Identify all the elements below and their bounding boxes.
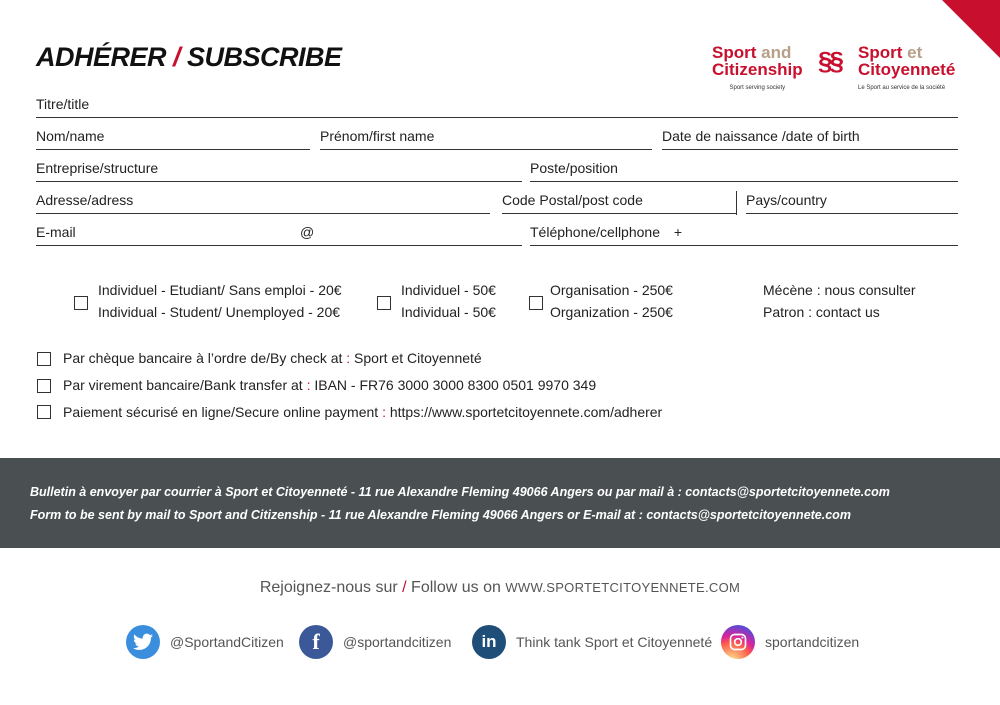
postcode-divider: [736, 191, 737, 215]
address-field[interactable]: [36, 191, 490, 214]
birthdate-label: Date de naissance /date of birth: [662, 128, 860, 144]
facebook-handle: @sportandcitizen: [343, 634, 452, 650]
social-facebook[interactable]: [299, 624, 451, 660]
online-payment-link[interactable]: https://www.sportetcitoyennete.com/adherer: [385, 404, 663, 420]
logo-sport-and-citizenship: Sport and Citizenship Sport serving society: [712, 43, 803, 91]
payment-check-text: Par chèque bancaire à l’ordre de/By check at : Sport et Citoyenneté: [63, 350, 482, 366]
postcode-field[interactable]: [502, 191, 736, 214]
firstname-label: Prénom/first name: [320, 128, 435, 144]
option-organization: Organisation - 250€ Organization - 250€: [550, 282, 673, 320]
linkedin-icon: in: [472, 625, 506, 659]
follow-us-line: Rejoignez-nous sur / Follow us on WWW.SPORTETCITOYENNETE.COM: [259, 579, 741, 596]
checkbox-payment-online[interactable]: [37, 405, 51, 419]
page-title: ADHÉRER / SUBSCRIBE: [36, 42, 342, 72]
mailing-info-fr: Bulletin à envoyer par courrier à Sport et Citoyenneté - 11 rue Alexandre Fleming 49066 Angers ou par mail à : contacts@sportetcitoyennete.com: [30, 485, 890, 499]
option-individual-student: Individuel - Etudiant/ Sans emploi - 20€ Individual - Student/ Unemployed - 20€: [98, 282, 342, 320]
social-instagram[interactable]: [721, 624, 859, 660]
linkedin-handle: Think tank Sport et Citoyenneté: [516, 634, 713, 650]
company-label: Entreprise/structure: [36, 160, 159, 176]
title-label: Titre/title: [36, 96, 90, 112]
payment-transfer-text: Par virement bancaire/Bank transfer at : IBAN - FR76 3000 3000 8300 0501 9970 349: [63, 377, 597, 393]
website-link[interactable]: WWW.SPORTETCITOYENNETE.COM: [505, 580, 741, 595]
firstname-field[interactable]: [320, 127, 652, 150]
birthdate-field[interactable]: [662, 127, 958, 150]
twitter-icon: [126, 625, 160, 659]
payment-online-text: Paiement sécurisé en ligne/Secure online payment : https://www.sportetcitoyennete.com/adherer: [63, 404, 663, 420]
email-field[interactable]: [36, 223, 522, 246]
checkbox-payment-transfer[interactable]: [37, 379, 51, 393]
mailing-info-en: Form to be sent by mail to Sport and Citizenship - 11 rue Alexandre Fleming 49066 Angers or E-mail at : contacts@sportetcitoyennete.com: [30, 508, 851, 522]
plus-sign: +: [673, 224, 683, 240]
option-individual: Individuel - 50€ Individual - 50€: [401, 282, 496, 320]
at-sign: @: [300, 224, 315, 240]
facebook-icon: f: [299, 625, 333, 659]
checkbox-individual[interactable]: [377, 296, 391, 310]
social-linkedin[interactable]: [472, 624, 712, 660]
social-twitter[interactable]: [126, 624, 284, 660]
option-patron: Mécène : nous consulter Patron : contact us: [763, 282, 916, 320]
name-label: Nom/name: [36, 128, 105, 144]
position-field[interactable]: [530, 159, 958, 182]
checkbox-individual-student[interactable]: [74, 296, 88, 310]
checkbox-organization[interactable]: [529, 296, 543, 310]
phone-label: Téléphone/cellphone: [530, 224, 660, 240]
twitter-handle: @SportandCitizen: [170, 634, 284, 650]
address-label: Adresse/adress: [36, 192, 134, 208]
company-field[interactable]: [36, 159, 522, 182]
flame-logo-icon: §§: [818, 46, 841, 76]
phone-field[interactable]: [530, 223, 958, 246]
logo-sport-et-citoyennete: Sport et Citoyenneté Le Sport au service de la société: [858, 43, 956, 91]
checkbox-payment-check[interactable]: [37, 352, 51, 366]
country-field[interactable]: [746, 191, 958, 214]
instagram-icon: [721, 625, 755, 659]
title-field[interactable]: [36, 95, 958, 118]
postcode-label: Code Postal/post code: [502, 192, 643, 208]
name-field[interactable]: [36, 127, 310, 150]
mailing-info-band: [0, 458, 1000, 548]
email-label: E-mail: [36, 224, 76, 240]
position-label: Poste/position: [530, 160, 618, 176]
instagram-handle: sportandcitizen: [765, 634, 860, 650]
country-label: Pays/country: [746, 192, 827, 208]
